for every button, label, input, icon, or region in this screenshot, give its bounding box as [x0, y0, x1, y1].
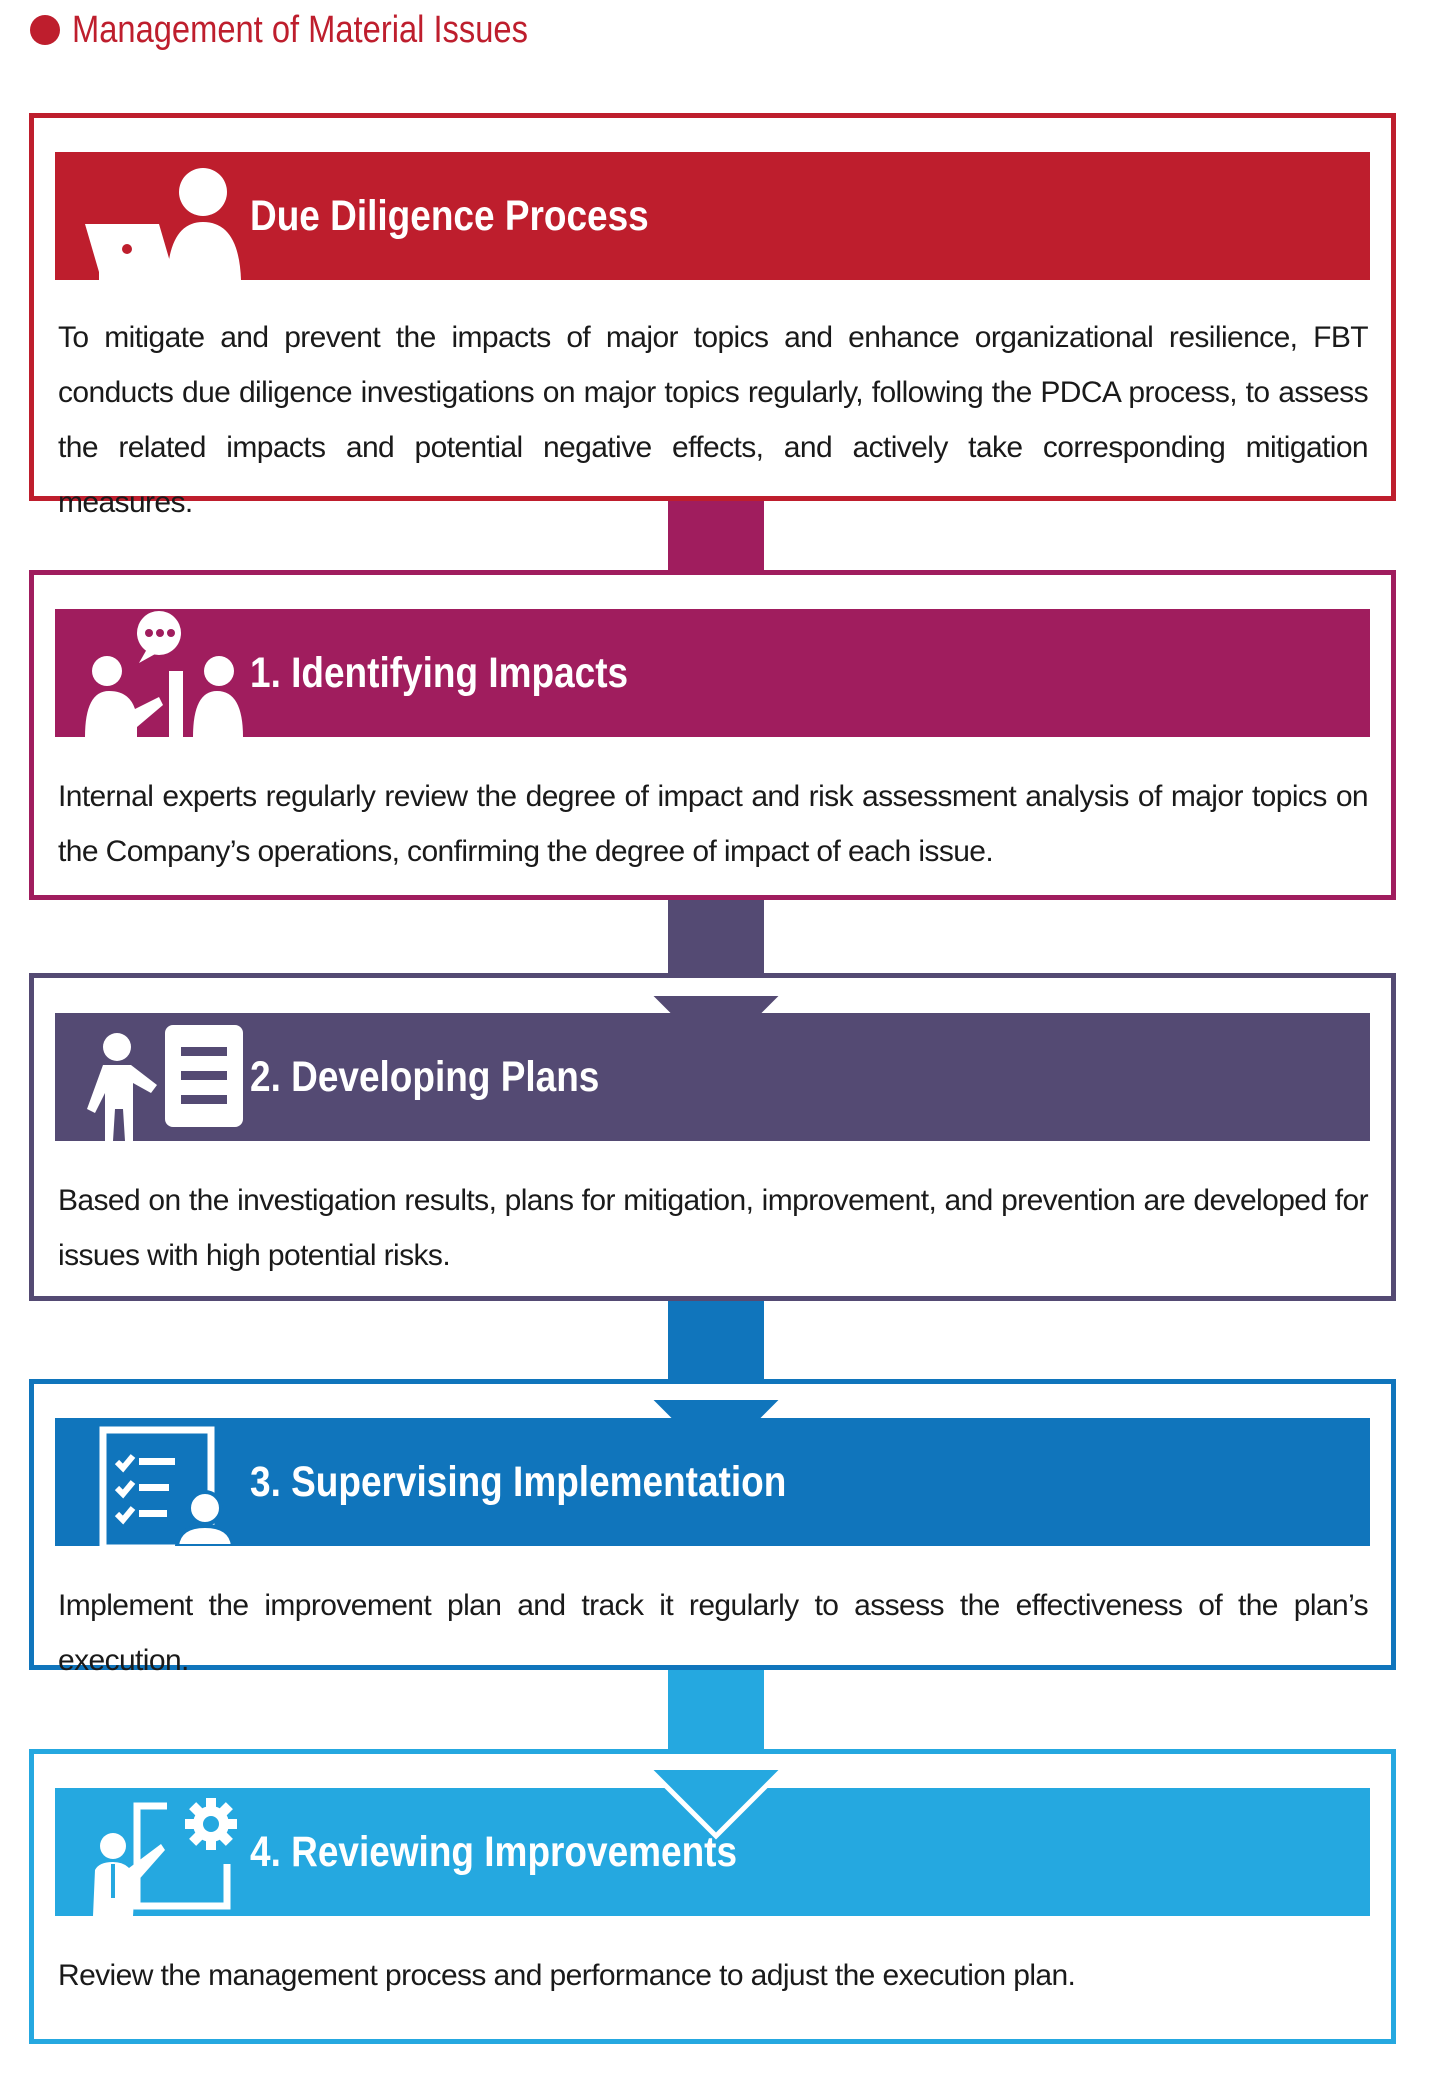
page-heading	[30, 2, 602, 58]
step-title: 3. Supervising Implementation	[250, 1457, 787, 1506]
discussion-people-icon	[77, 609, 247, 737]
person-document-icon	[77, 1013, 247, 1141]
arrow-down-icon	[650, 1770, 782, 1840]
step-description: To mitigate and prevent the impacts of major topics and enhance organizational resilience, FBT conducts due diligence investigations on major topics regularly, following the PDCA process, to assess the related impacts and potential negative effects, and actively take corresponding mitigation measures.	[58, 321, 1368, 519]
step-description: Review the management process and performance to adjust the execution plan.	[58, 1959, 1076, 1992]
step-title: 1. Identifying Impacts	[250, 648, 629, 697]
checklist-person-icon	[77, 1418, 247, 1546]
presenter-gear-icon	[77, 1788, 247, 1916]
band-identifying-impacts	[55, 609, 1370, 737]
heading-bullet-icon	[30, 15, 60, 45]
band-supervising-implementation	[55, 1418, 1370, 1546]
laptop-person-icon	[77, 152, 247, 280]
step-description: Based on the investigation results, plans for mitigation, improvement, and prevention are developed for issues with high potential risks.	[58, 1184, 1368, 1272]
band-developing-plans	[55, 1013, 1370, 1141]
band-due-diligence	[55, 152, 1370, 280]
step-description: Internal experts regularly review the degree of impact and risk assessment analysis of major topics on the Company’s operations, confirming the degree of impact of each issue.	[58, 780, 1368, 868]
step-description: Implement the improvement plan and track it regularly to assess the effectiveness of the plan’s execution.	[58, 1589, 1368, 1677]
page-title: Management of Material Issues	[72, 8, 528, 51]
step-title: 4. Reviewing Improvements	[250, 1827, 738, 1876]
step-title: 2. Developing Plans	[250, 1052, 600, 1101]
step-title: Due Diligence Process	[250, 191, 649, 240]
